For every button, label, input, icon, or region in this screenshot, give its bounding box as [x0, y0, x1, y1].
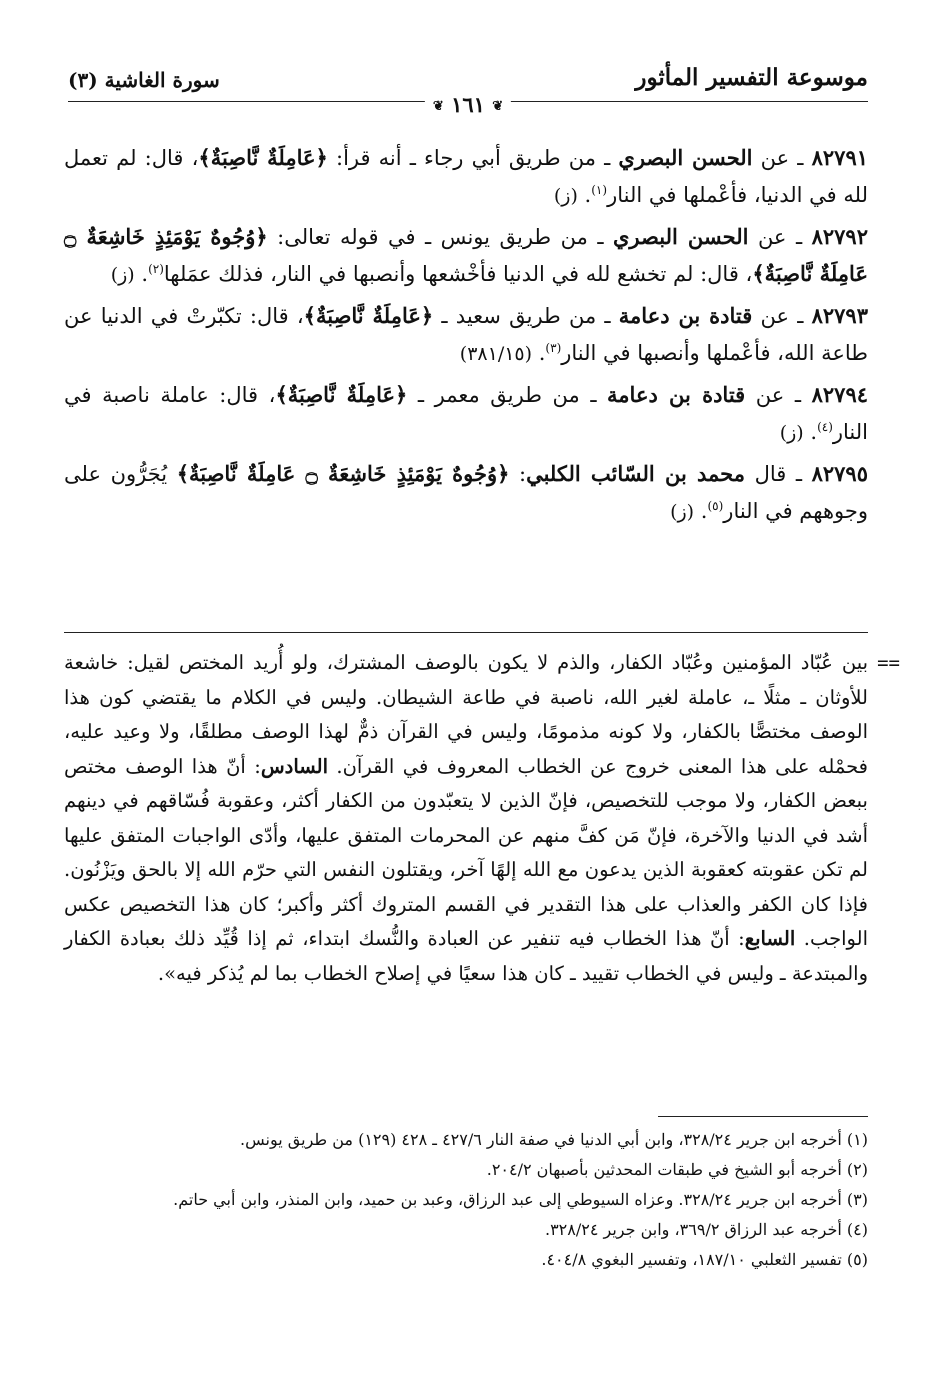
narration-number: ٨٢٧٩٢ [811, 224, 868, 249]
ornament-icon-right: ❦ [492, 99, 504, 114]
narration-text: ، قال: عاملة ناصبة في النار [64, 383, 868, 444]
commentary-text: : أنّ هذا الخطاب فيه تنفير عن العبادة والنُّسك ابتداء، ثم إذا قُيِّد ذلك بعبادة الكفار والمبتدعة ـ وليس في الخطاب تقييد ـ كان هذا سعيًا في إصلاح الخطاب بما لم يُذكر فيه». [64, 927, 868, 985]
narrator-name: الحسن البصري [613, 224, 749, 249]
ornament-icon-left: ❦ [432, 99, 444, 114]
narration-text: ، قال: لم تعمل لله في الدنيا، فأعْملها في النار [64, 146, 868, 207]
narrator-name: قتادة بن دعامة [607, 382, 746, 407]
narration-end: . [694, 498, 708, 523]
source-code: (ز) [110, 263, 135, 286]
narration-chain: ـ من طريق أبي رجاء ـ أنه قرأ: [327, 146, 619, 170]
narration-end: . [134, 261, 149, 286]
narration-text: ، قال: لم تخشع لله في الدنيا فأخْشعها وأنصبها في النار، فذلك عمَلها [163, 261, 753, 286]
footnote-ref[interactable]: (٢) [148, 261, 164, 276]
surah-title: سورة الغاشية (٣) [68, 68, 220, 92]
page-number: ١٦١ [451, 92, 485, 117]
main-text [64, 140, 868, 535]
narration-intro: ـ قال [744, 462, 812, 486]
narration-entry [64, 140, 868, 214]
narration-chain: ـ من طريق سعيد ـ [433, 304, 619, 328]
footnote: (١) أخرجه ابن جرير ٣٢٨/٢٤، وابن أبي الدنيا في صفة النار ٤٢٧/٦ ـ ٤٢٨ (١٢٩) من طريق يونس. [240, 1130, 868, 1149]
footnote-ref[interactable]: (٤) [817, 419, 833, 434]
narration-end: . [577, 182, 592, 207]
narrator-name: قتادة بن دعامة [618, 303, 753, 328]
narration-entry [64, 377, 868, 451]
point-label-seventh: السابع [744, 927, 796, 950]
page-header [68, 62, 868, 117]
commentary-text: بين عُبّاد المؤمنين وعُبّاد الكفار، والذم لا يكون بالوصف المشترك، ولو أُريد المختص لقيل: خاشعة للأوثان ـ مثلًا ـ، عاملة لغير الله، ناصبة في طاعة الشيطان. وليس في الكلام ما يقتضي كون هذا الوصف مختصًّا بالكفار، ولا كونه مذمومًا، وليس في القرآن ذمٌّ لهذا الوصف مطلقًا، ولا وعيد عليه، فحمْله على هذا المعنى خروج عن الخطاب المعروف في القرآن. [64, 651, 868, 778]
footnote-ref[interactable]: (١) [591, 182, 608, 197]
continuation-marker: == [877, 652, 900, 674]
quran-verse: ﴿عَامِلَةٌ نَّاصِبَةٌ﴾ [303, 303, 434, 328]
narration-entry [64, 219, 868, 293]
quran-verse: ﴿وُجُوهٌ يَوْمَئِذٍ خَاشِعَةٌ ۝ عَامِلَةٌ نَّاصِبَةٌ﴾ [176, 461, 510, 486]
book-title: موسوعة التفسير المأثور [635, 64, 868, 91]
narration-text: ، قال: تكبّرتْ في الدنيا عن طاعة الله، فأعْملها وأنصبها في النار [64, 304, 868, 365]
narration-number: ٨٢٧٩٤ [811, 382, 869, 407]
narration-intro: ـ عن [745, 383, 812, 407]
narration-end: . [532, 340, 546, 365]
source-code: (٣٨١/١٥) [459, 342, 533, 365]
footnote-ref[interactable]: (٣) [545, 340, 562, 355]
footnote: (٢) أخرجه أبو الشيخ في طبقات المحدثين بأصبهان ٢٠٤/٢. [486, 1160, 868, 1179]
narration-entry [64, 456, 868, 530]
narration-number: ٨٢٧٩١ [811, 145, 869, 170]
narration-chain: : [509, 462, 527, 486]
narration-text: يُجَرُّون على وجوههم في النار [64, 462, 868, 523]
page-number-box [425, 92, 511, 117]
narration-number: ٨٢٧٩٥ [811, 461, 868, 486]
footnote: (٣) أخرجه ابن جرير ٣٢٨/٢٤. وعزاه السيوطي إلى عبد الرزاق، وعبد بن حميد، وابن المنذر، وابن أبي حاتم. [173, 1190, 868, 1209]
footnote: (٤) أخرجه عبد الرزاق ٣٦٩/٢، وابن جرير ٣٢٨/٢٤. [544, 1220, 868, 1239]
narrator-name: محمد بن السّائب الكلبي [526, 461, 745, 486]
narration-entry [64, 298, 868, 372]
footnote-ref[interactable]: (٥) [707, 498, 724, 513]
quran-verse: ﴿عَامِلَةٌ نَّاصِبَةٌ﴾ [275, 382, 408, 407]
narration-intro: ـ عن [752, 304, 812, 328]
footnote-separator [658, 1116, 868, 1117]
main-separator [64, 632, 868, 633]
source-code: (ز) [779, 421, 804, 444]
source-code: (ز) [553, 184, 578, 207]
narration-intro: ـ عن [752, 146, 812, 170]
narration-intro: ـ عن [748, 225, 812, 249]
narration-chain: ـ من طريق معمر ـ [407, 383, 608, 407]
quran-verse: ﴿عَامِلَةٌ نَّاصِبَةٌ﴾ [198, 145, 328, 170]
point-label-sixth: السادس [260, 754, 329, 778]
continued-commentary [64, 646, 900, 991]
footnote: (٥) تفسير الثعلبي ١٨٧/١٠، وتفسير البغوي ٤٠٤/٨. [541, 1250, 868, 1269]
footnotes [64, 1125, 868, 1275]
source-code: (ز) [670, 500, 695, 523]
narration-chain: ـ من طريق يونس ـ في قوله تعالى: [267, 225, 613, 249]
narration-end: . [803, 419, 818, 444]
narrator-name: الحسن البصري [618, 145, 753, 170]
narration-number: ٨٢٧٩٣ [811, 303, 868, 328]
commentary-text: : أنّ هذا الوصف مختص ببعض الكفار، ولا موجب للتخصيص، فإنّ الذين لا يتعبّدون من الكفار أكثر، وعقوبة فُسّاقهم في دينهم أشد في الدنيا والآخرة، فإنّ مَن كفَّ منهم عن المحرمات المتفق عليها، وأدّى الواجبات المتفق عليها لم تكن عقوبته كعقوبة الذين يدعون مع الله إلهًا آخر، ويقتلون النفس التي حرّم الله إلا بالحق ويَزْنُون. فإذا كان الكفر والعذاب على هذا التقدير في القسم المتروك أكثر وأكبر؛ كان هذا التخصيص عكس الواجب. [64, 754, 868, 950]
quran-verse: ﴿وُجُوهٌ يَوْمَئِذٍ خَاشِعَةٌ ۝ عَامِلَةٌ نَّاصِبَةٌ﴾ [64, 224, 868, 286]
